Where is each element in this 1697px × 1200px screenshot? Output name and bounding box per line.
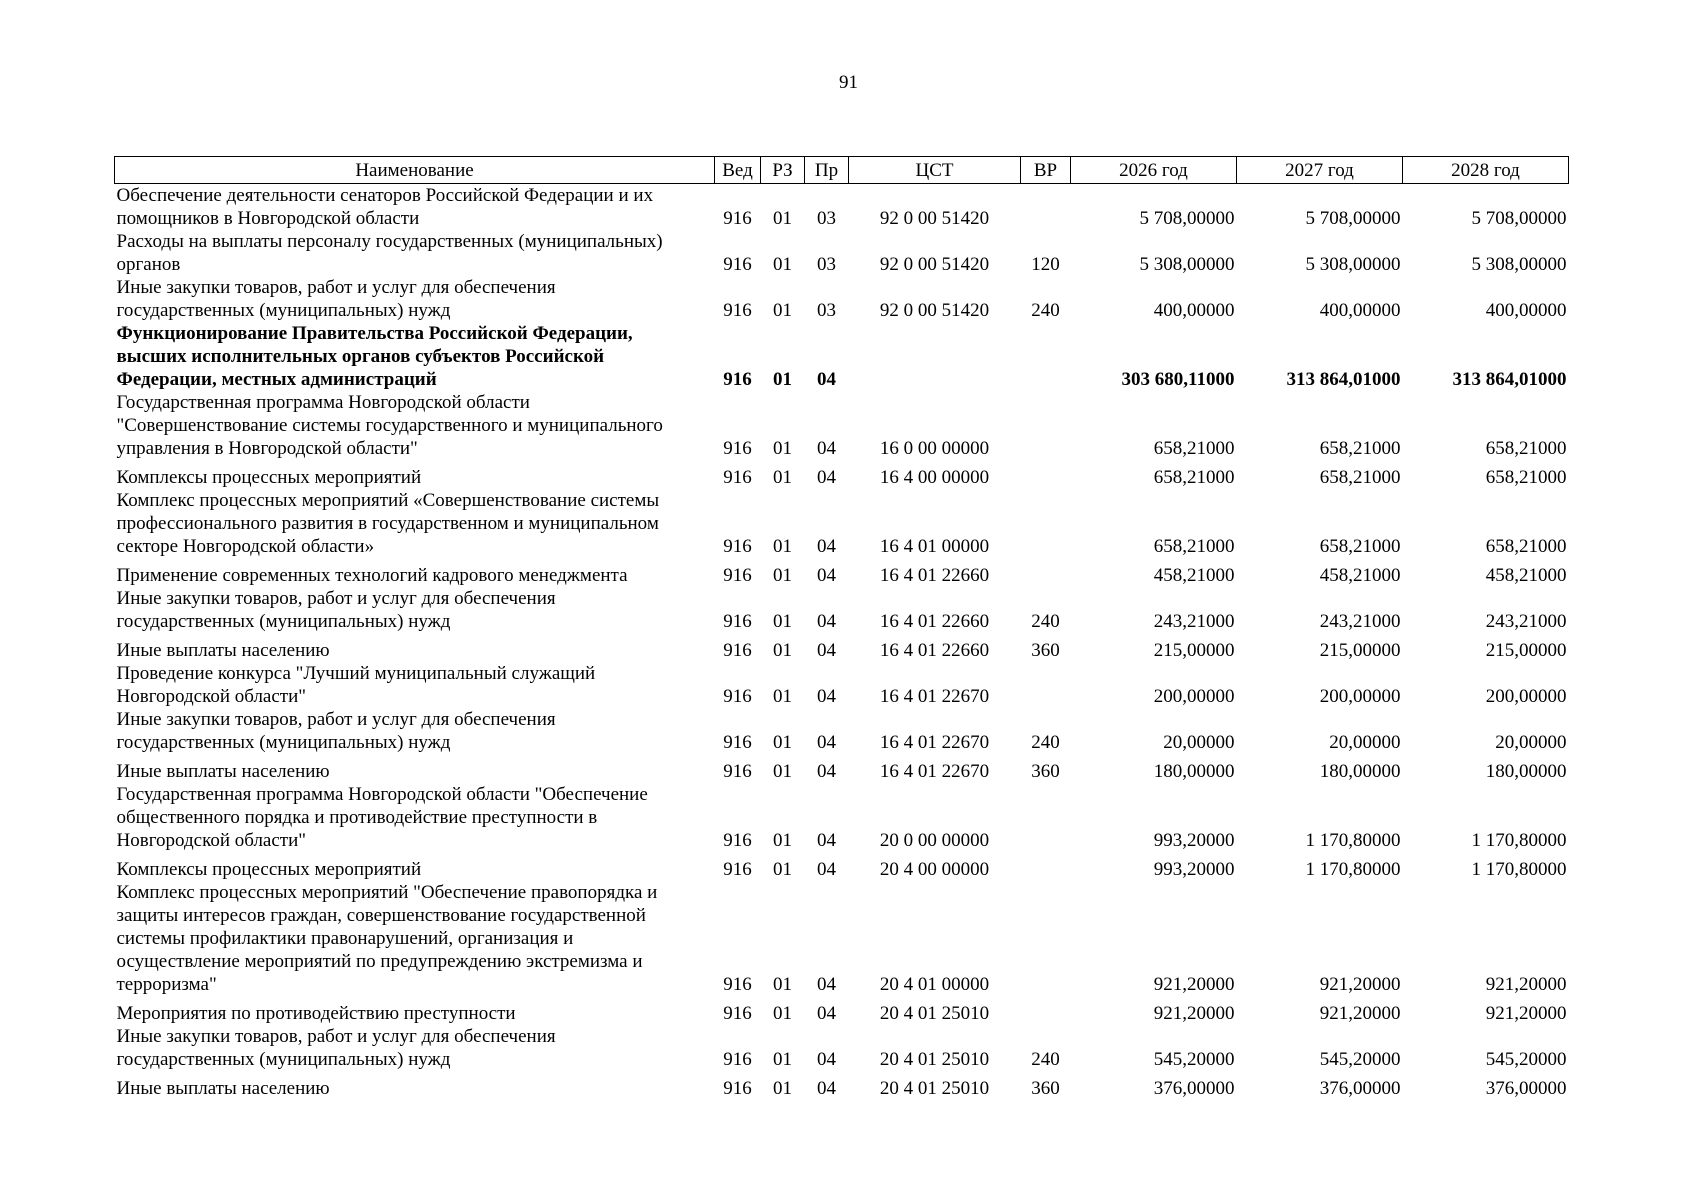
- name-cell: [115, 881, 715, 996]
- vr-cell: 360: [1031, 1078, 1060, 1099]
- rz-cell: 01: [773, 254, 792, 275]
- amount-2026-cell: 658,21000: [1153, 438, 1235, 459]
- table-row: [115, 996, 1569, 1025]
- vr-cell: 240: [1031, 1049, 1060, 1070]
- amount-2026-cell: 458,21000: [1153, 565, 1235, 586]
- vr-cell: 240: [1031, 611, 1060, 632]
- name-line: профессионального развития в государственном и муниципальном: [116, 513, 659, 534]
- ved-cell: 916: [723, 974, 752, 995]
- amount-2026-cell: 993,20000: [1153, 830, 1235, 851]
- pr-cell: 04: [817, 565, 836, 586]
- col-header-2026: 2026 год: [1071, 157, 1237, 184]
- name-line: Комплекс процессных мероприятий "Обеспечение правопорядка и: [116, 882, 658, 903]
- col-header-vr: ВР: [1021, 157, 1071, 184]
- ved-cell: 916: [723, 300, 752, 321]
- name-line: Новгородской области": [116, 686, 307, 707]
- amount-2026-cell: 5 308,00000: [1139, 254, 1235, 275]
- amount-2027-cell: 658,21000: [1319, 467, 1401, 488]
- pr-cell: 04: [817, 611, 836, 632]
- ved-cell: 916: [723, 611, 752, 632]
- table-row: [115, 633, 1569, 662]
- name-line: Функционирование Правительства Российской Федерации,: [116, 323, 633, 344]
- name-line: Обеспечение деятельности сенаторов Российской Федерации и их: [116, 185, 654, 206]
- ved-cell: 916: [723, 565, 752, 586]
- cst-cell: 16 4 01 00000: [879, 536, 990, 557]
- name-line: государственных (муниципальных) нужд: [116, 300, 451, 321]
- name-line: государственных (муниципальных) нужд: [116, 1049, 451, 1070]
- table-row: [115, 1071, 1569, 1100]
- ved-cell: 916: [723, 761, 752, 782]
- vr-cell: [1021, 558, 1071, 587]
- cst-cell: 20 4 01 25010: [879, 1049, 990, 1070]
- ved-cell: 916: [723, 208, 752, 229]
- name-cell: [115, 322, 715, 391]
- vr-cell: [1021, 460, 1071, 489]
- ved-cell: 916: [723, 830, 752, 851]
- cst-cell: 92 0 00 51420: [879, 300, 990, 321]
- amount-2026-cell: 376,00000: [1153, 1078, 1235, 1099]
- amount-2027-cell: 1 170,80000: [1305, 859, 1401, 880]
- pr-cell: 03: [817, 208, 836, 229]
- vr-cell: [1021, 322, 1071, 391]
- ved-cell: 916: [723, 859, 752, 880]
- cst-cell: 20 4 01 25010: [879, 1078, 990, 1099]
- name-cell: [115, 708, 715, 754]
- rz-cell: 01: [773, 565, 792, 586]
- name-cell: [115, 1025, 715, 1071]
- name-line: Государственная программа Новгородской области: [116, 392, 530, 413]
- ved-cell: 916: [723, 1049, 752, 1070]
- name-line: Иные закупки товаров, работ и услуг для обеспечения: [116, 588, 556, 609]
- amount-2028-cell: 200,00000: [1485, 686, 1567, 707]
- pr-cell: 04: [817, 438, 836, 459]
- pr-cell: 04: [817, 1078, 836, 1099]
- amount-2026-cell: 215,00000: [1153, 640, 1235, 661]
- amount-2028-cell: 545,20000: [1485, 1049, 1567, 1070]
- ved-cell: 916: [723, 732, 752, 753]
- pr-cell: 04: [817, 830, 836, 851]
- amount-2026-cell: 243,21000: [1153, 611, 1235, 632]
- vr-cell: [1021, 881, 1071, 996]
- vr-cell: [1021, 783, 1071, 852]
- name-line: государственных (муниципальных) нужд: [116, 611, 451, 632]
- ved-cell: 916: [723, 467, 752, 488]
- rz-cell: 01: [773, 640, 792, 661]
- pr-cell: 04: [817, 686, 836, 707]
- ved-cell: 916: [723, 1078, 752, 1099]
- amount-2028-cell: 215,00000: [1485, 640, 1567, 661]
- name-line: осуществление мероприятий по предупреждению экстремизма и: [116, 951, 643, 972]
- col-header-name: Наименование: [115, 157, 715, 184]
- rz-cell: 01: [773, 536, 792, 557]
- name-line: Иные закупки товаров, работ и услуг для обеспечения: [116, 709, 556, 730]
- name-line: Комплекс процессных мероприятий «Совершенствование системы: [116, 490, 660, 511]
- pr-cell: 04: [817, 640, 836, 661]
- ved-cell: 916: [723, 438, 752, 459]
- name-line: Применение современных технологий кадрового менеджмента: [116, 565, 628, 586]
- amount-2028-cell: 313 864,01000: [1452, 369, 1567, 390]
- vr-cell: 240: [1031, 732, 1060, 753]
- rz-cell: 01: [773, 369, 792, 390]
- rz-cell: 01: [773, 611, 792, 632]
- amount-2027-cell: 400,00000: [1319, 300, 1401, 321]
- name-line: "Совершенствование системы государственного и муниципального: [116, 415, 663, 436]
- name-line: секторе Новгородской области»: [116, 536, 375, 557]
- name-line: Комплексы процессных мероприятий: [116, 859, 422, 880]
- amount-2026-cell: 200,00000: [1153, 686, 1235, 707]
- pr-cell: 04: [817, 369, 836, 390]
- vr-cell: 360: [1031, 640, 1060, 661]
- vr-cell: [1021, 489, 1071, 558]
- amount-2028-cell: 921,20000: [1485, 974, 1567, 995]
- table-row: [115, 587, 1569, 633]
- name-cell: [115, 184, 715, 231]
- amount-2026-cell: 303 680,11000: [1121, 369, 1235, 390]
- amount-2026-cell: 921,20000: [1153, 1003, 1235, 1024]
- amount-2027-cell: 376,00000: [1319, 1078, 1401, 1099]
- name-line: системы профилактики правонарушений, организация и: [116, 928, 574, 949]
- amount-2028-cell: 400,00000: [1485, 300, 1567, 321]
- name-cell: [115, 754, 715, 783]
- amount-2027-cell: 545,20000: [1319, 1049, 1401, 1070]
- name-cell: [115, 587, 715, 633]
- amount-2026-cell: 993,20000: [1153, 859, 1235, 880]
- amount-2028-cell: 20,00000: [1495, 732, 1567, 753]
- amount-2028-cell: 921,20000: [1485, 1003, 1567, 1024]
- name-line: управления в Новгородской области": [116, 438, 418, 459]
- name-line: Новгородской области": [116, 830, 307, 851]
- col-header-cst: ЦСТ: [849, 157, 1021, 184]
- name-line: Иные выплаты населению: [116, 640, 330, 661]
- cst-cell: 16 4 00 00000: [879, 467, 990, 488]
- cst-cell: 16 4 01 22670: [879, 686, 990, 707]
- rz-cell: 01: [773, 1003, 792, 1024]
- rz-cell: 01: [773, 859, 792, 880]
- amount-2027-cell: 658,21000: [1319, 536, 1401, 557]
- table-row: [115, 754, 1569, 783]
- amount-2026-cell: 20,00000: [1163, 732, 1235, 753]
- amount-2028-cell: 5 708,00000: [1471, 208, 1567, 229]
- amount-2027-cell: 313 864,01000: [1286, 369, 1401, 390]
- name-cell: [115, 489, 715, 558]
- cst-cell: 16 4 01 22660: [879, 565, 990, 586]
- amount-2027-cell: 20,00000: [1329, 732, 1401, 753]
- rz-cell: 01: [773, 686, 792, 707]
- vr-cell: [1021, 996, 1071, 1025]
- name-line: Мероприятия по противодействию преступности: [116, 1003, 516, 1024]
- cst-cell: 92 0 00 51420: [879, 254, 990, 275]
- table-row: [115, 391, 1569, 460]
- pr-cell: 04: [817, 732, 836, 753]
- name-cell: [115, 783, 715, 852]
- amount-2027-cell: 215,00000: [1319, 640, 1401, 661]
- name-cell: [115, 391, 715, 460]
- ved-cell: 916: [723, 686, 752, 707]
- cst-cell: 16 4 01 22670: [879, 732, 990, 753]
- pr-cell: 04: [817, 859, 836, 880]
- amount-2027-cell: 1 170,80000: [1305, 830, 1401, 851]
- rz-cell: 01: [773, 467, 792, 488]
- rz-cell: 01: [773, 1078, 792, 1099]
- amount-2027-cell: 458,21000: [1319, 565, 1401, 586]
- pr-cell: 04: [817, 536, 836, 557]
- vr-cell: 360: [1031, 761, 1060, 782]
- amount-2026-cell: 400,00000: [1153, 300, 1235, 321]
- ved-cell: 916: [723, 254, 752, 275]
- rz-cell: 01: [773, 300, 792, 321]
- pr-cell: 04: [817, 761, 836, 782]
- name-cell: [115, 558, 715, 587]
- amount-2026-cell: 658,21000: [1153, 467, 1235, 488]
- table-row: [115, 322, 1569, 391]
- rz-cell: 01: [773, 732, 792, 753]
- ved-cell: 916: [723, 536, 752, 557]
- amount-2028-cell: 243,21000: [1485, 611, 1567, 632]
- ved-cell: 916: [723, 640, 752, 661]
- amount-2026-cell: 658,21000: [1153, 536, 1235, 557]
- name-cell: [115, 662, 715, 708]
- cst-cell: 20 4 01 00000: [879, 974, 990, 995]
- amount-2028-cell: 1 170,80000: [1471, 859, 1567, 880]
- col-header-2027: 2027 год: [1237, 157, 1403, 184]
- table-row: [115, 662, 1569, 708]
- table-row: [115, 184, 1569, 231]
- amount-2028-cell: 1 170,80000: [1471, 830, 1567, 851]
- table-body: [115, 184, 1569, 1101]
- amount-2027-cell: 180,00000: [1319, 761, 1401, 782]
- amount-2028-cell: 658,21000: [1485, 438, 1567, 459]
- vr-cell: 240: [1031, 300, 1060, 321]
- amount-2026-cell: 921,20000: [1153, 974, 1235, 995]
- cst-cell: 16 4 01 22670: [879, 761, 990, 782]
- pr-cell: 03: [817, 254, 836, 275]
- amount-2027-cell: 921,20000: [1319, 1003, 1401, 1024]
- name-line: государственных (муниципальных) нужд: [116, 732, 451, 753]
- cst-cell: 20 0 00 00000: [879, 830, 990, 851]
- name-line: Иные выплаты населению: [116, 761, 330, 782]
- budget-table: [114, 156, 1569, 1100]
- col-header-rz: РЗ: [761, 157, 805, 184]
- name-cell: [115, 852, 715, 881]
- table-row: [115, 230, 1569, 276]
- amount-2028-cell: 458,21000: [1485, 565, 1567, 586]
- col-header-ved: Вед: [715, 157, 761, 184]
- pr-cell: 04: [817, 974, 836, 995]
- vr-cell: [1021, 184, 1071, 231]
- cst-cell: 20 4 00 00000: [879, 859, 990, 880]
- cst-cell: 16 4 01 22660: [879, 611, 990, 632]
- table-row: [115, 881, 1569, 996]
- name-line: защиты интересов граждан, совершенствование государственной: [116, 905, 646, 926]
- name-line: Расходы на выплаты персоналу государственных (муниципальных): [116, 231, 663, 252]
- name-cell: [115, 276, 715, 322]
- amount-2027-cell: 200,00000: [1319, 686, 1401, 707]
- ved-cell: 916: [723, 1003, 752, 1024]
- rz-cell: 01: [773, 761, 792, 782]
- table-row: [115, 1025, 1569, 1071]
- name-line: Иные закупки товаров, работ и услуг для обеспечения: [116, 277, 556, 298]
- name-cell: [115, 230, 715, 276]
- page-number: 91: [839, 72, 858, 93]
- amount-2028-cell: 658,21000: [1485, 467, 1567, 488]
- col-header-pr: Пр: [805, 157, 849, 184]
- name-line: органов: [116, 254, 181, 275]
- name-line: помощников в Новгородской области: [116, 208, 420, 229]
- amount-2027-cell: 921,20000: [1319, 974, 1401, 995]
- name-line: высших исполнительных органов субъектов Российской: [116, 346, 605, 367]
- name-line: Иные закупки товаров, работ и услуг для обеспечения: [116, 1026, 556, 1047]
- pr-cell: 04: [817, 1049, 836, 1070]
- amount-2027-cell: 5 308,00000: [1305, 254, 1401, 275]
- rz-cell: 01: [773, 208, 792, 229]
- col-header-2028: 2028 год: [1403, 157, 1569, 184]
- table-row: [115, 852, 1569, 881]
- amount-2027-cell: 5 708,00000: [1305, 208, 1401, 229]
- pr-cell: 03: [817, 300, 836, 321]
- cst-cell: 16 4 01 22660: [879, 640, 990, 661]
- amount-2027-cell: 243,21000: [1319, 611, 1401, 632]
- vr-cell: [1021, 852, 1071, 881]
- rz-cell: 01: [773, 438, 792, 459]
- rz-cell: 01: [773, 1049, 792, 1070]
- rz-cell: 01: [773, 974, 792, 995]
- table-row: [115, 558, 1569, 587]
- name-line: Государственная программа Новгородской области "Обеспечение: [116, 784, 648, 805]
- table-row: [115, 783, 1569, 852]
- name-line: Комплексы процессных мероприятий: [116, 467, 422, 488]
- pr-cell: 04: [817, 1003, 836, 1024]
- name-cell: [115, 633, 715, 662]
- cst-cell: 20 4 01 25010: [879, 1003, 990, 1024]
- vr-cell: [1021, 391, 1071, 460]
- table-row: [115, 276, 1569, 322]
- amount-2028-cell: 180,00000: [1485, 761, 1567, 782]
- cst-cell: [849, 322, 1021, 391]
- name-line: Иные выплаты населению: [116, 1078, 330, 1099]
- name-cell: [115, 996, 715, 1025]
- pr-cell: 04: [817, 467, 836, 488]
- ved-cell: 916: [723, 369, 752, 390]
- table-row: [115, 460, 1569, 489]
- amount-2026-cell: 545,20000: [1153, 1049, 1235, 1070]
- name-line: общественного порядка и противодействие преступности в: [116, 807, 598, 828]
- amount-2028-cell: 658,21000: [1485, 536, 1567, 557]
- name-line: терроризма": [116, 974, 217, 995]
- amount-2028-cell: 5 308,00000: [1471, 254, 1567, 275]
- vr-cell: 120: [1031, 254, 1060, 275]
- cst-cell: 16 0 00 00000: [879, 438, 990, 459]
- name-line: Проведение конкурса "Лучший муниципальный служащий: [116, 663, 596, 684]
- table-row: [115, 708, 1569, 754]
- amount-2028-cell: 376,00000: [1485, 1078, 1567, 1099]
- vr-cell: [1021, 662, 1071, 708]
- cst-cell: 92 0 00 51420: [879, 208, 990, 229]
- amount-2026-cell: 180,00000: [1153, 761, 1235, 782]
- table-header-row: [115, 157, 1569, 184]
- table-row: [115, 489, 1569, 558]
- amount-2027-cell: 658,21000: [1319, 438, 1401, 459]
- rz-cell: 01: [773, 830, 792, 851]
- amount-2026-cell: 5 708,00000: [1139, 208, 1235, 229]
- name-line: Федерации, местных администраций: [116, 369, 437, 390]
- name-cell: [115, 460, 715, 489]
- name-cell: [115, 1071, 715, 1100]
